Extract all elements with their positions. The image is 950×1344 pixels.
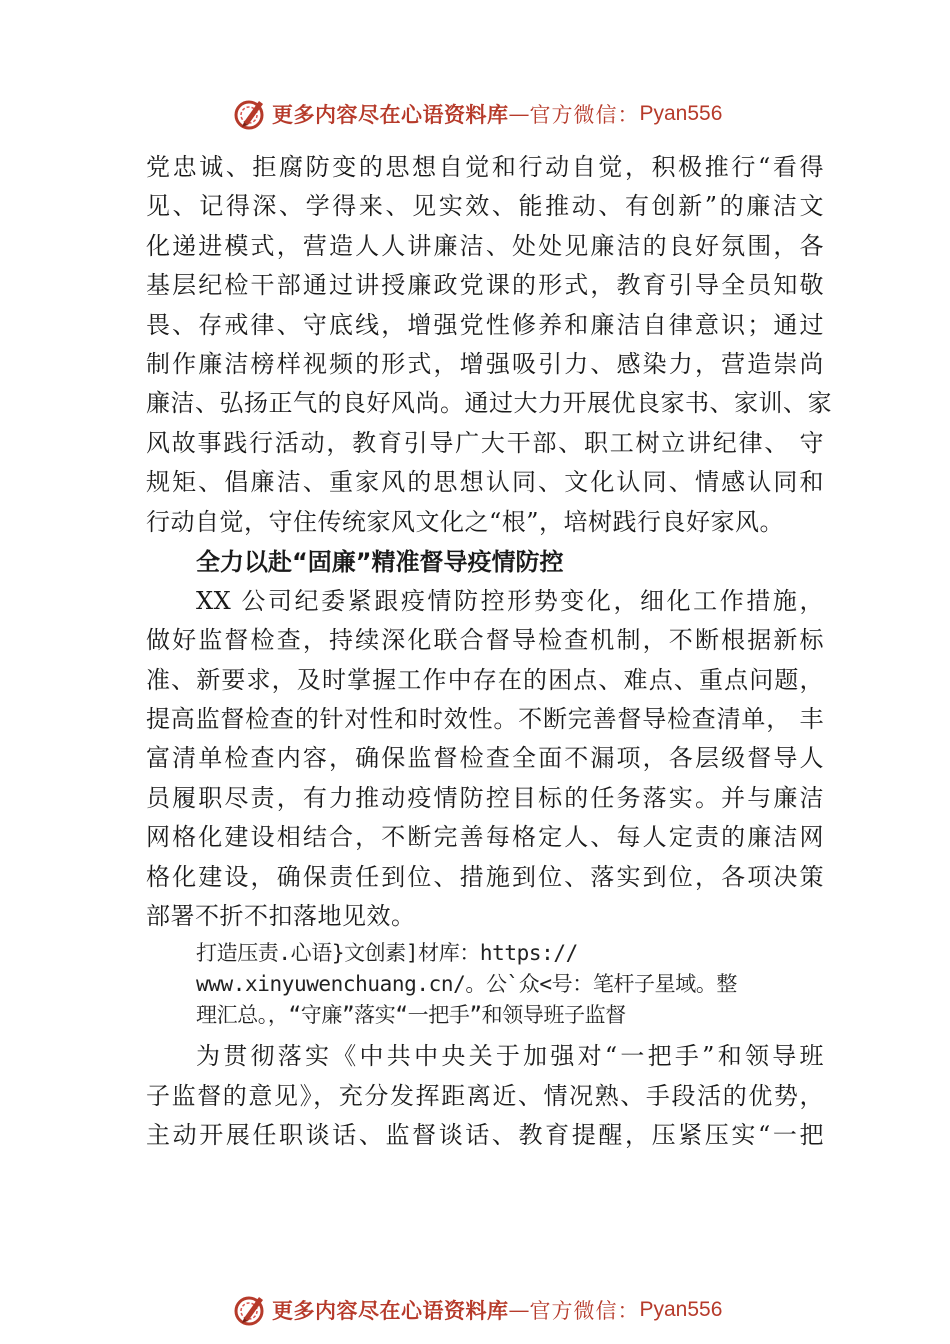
banner-title: 更多内容尽在心语资料库: [272, 102, 509, 127]
banner-title: 更多内容尽在心语资料库: [272, 1298, 509, 1323]
text-line: 畏、存戒律、守底线，增强党性修养和廉洁自律意识；通过: [146, 310, 824, 339]
section-heading: 全力以赴“固廉”精准督导疫情防控: [196, 547, 564, 576]
text-line: XX 公司纪委紧跟疫情防控形势变化，细化工作措施，: [196, 586, 824, 615]
text-line: 部署不折不扣落地见效。: [146, 902, 416, 931]
text-line: 格化建设，确保责任到位、措施到位、落实到位，各项决策: [146, 862, 824, 891]
footer-banner: [232, 1290, 722, 1330]
text-line: 基层纪检干部通过讲授廉政党课的形式，教育引导全员知敬: [146, 271, 824, 300]
pen-logo-icon: [232, 96, 268, 132]
banner-dash: —: [508, 102, 530, 126]
text-line: 富清单检查内容，确保监督检查全面不漏项，各层级督导人: [146, 744, 824, 773]
text-line: 党忠诚、拒腐防变的思想自觉和行动自觉，积极推行“看得: [146, 153, 824, 181]
text-line: 提高监督检查的针对性和时效性。不断完善督导检查清单， 丰: [146, 705, 824, 734]
text-line: 风故事践行活动，教育引导广大干部、职工树立讲纪律、 守: [146, 428, 824, 457]
text-line: 员履职尽责，有力推动疫情防控目标的任务落实。并与廉洁: [146, 783, 824, 812]
text-line: 子监督的意见》，充分发挥距离近、情况熟、手段活的优势，: [146, 1081, 824, 1110]
text-line: 见、记得深、学得来、见实效、能推动、有创新”的廉洁文: [146, 192, 824, 221]
watermark-line: www.xinyuwenchuang.cn/。公`众<号：笔杆子星域。整: [196, 972, 738, 997]
text-line: 化递进模式，营造人人讲廉洁、处处见廉洁的良好氛围，各: [146, 231, 824, 260]
watermark-text-block: [146, 938, 824, 1031]
banner-wechat-id: Pyan556: [639, 102, 723, 125]
text-line: 廉洁、弘扬正气的良好风尚。通过大力开展优良家书、家训、家: [146, 389, 832, 418]
paragraph-integrity-culture: [146, 148, 832, 542]
text-line: 为贯彻落实《中共中央关于加强对“一把手”和领导班: [196, 1042, 824, 1071]
text-line: 行动自觉，守住传统家风文化之“根”，培树践行良好家风。: [146, 507, 785, 536]
paragraph-leader-supervision: [146, 1037, 824, 1155]
document-body: [146, 148, 832, 1156]
header-banner: [232, 94, 722, 134]
banner-dash: —: [508, 1298, 530, 1322]
text-line: 做好监督检查，持续深化联合督导检查机制，不断根据新标: [146, 626, 824, 655]
text-line: 网格化建设相结合，不断完善每格定人、每人定责的廉洁网: [146, 823, 824, 852]
text-line: 准、新要求，及时掌握工作中存在的困点、难点、重点问题，: [146, 665, 824, 694]
watermark-line: 打造压责.心语}文创素]材库：https://: [196, 941, 578, 966]
text-line: 主动开展任职谈话、监督谈话、教育提醒，压紧压实“一把: [146, 1121, 824, 1150]
banner-wechat-label: 官方微信：: [529, 1299, 640, 1323]
text-line: 规矩、倡廉洁、重家风的思想认同、文化认同、情感认同和: [146, 468, 824, 497]
banner-wechat-id: Pyan556: [639, 1298, 723, 1321]
watermark-line: 理汇总。，“守廉”落实“一把手”和领导班子监督: [196, 1003, 626, 1028]
paragraph-epidemic-supervision: [146, 582, 824, 937]
pen-logo-icon: [232, 1292, 268, 1328]
banner-wechat-label: 官方微信：: [529, 103, 640, 127]
text-line: 制作廉洁榜样视频的形式，增强吸引力、感染力，营造崇尚: [146, 349, 824, 378]
